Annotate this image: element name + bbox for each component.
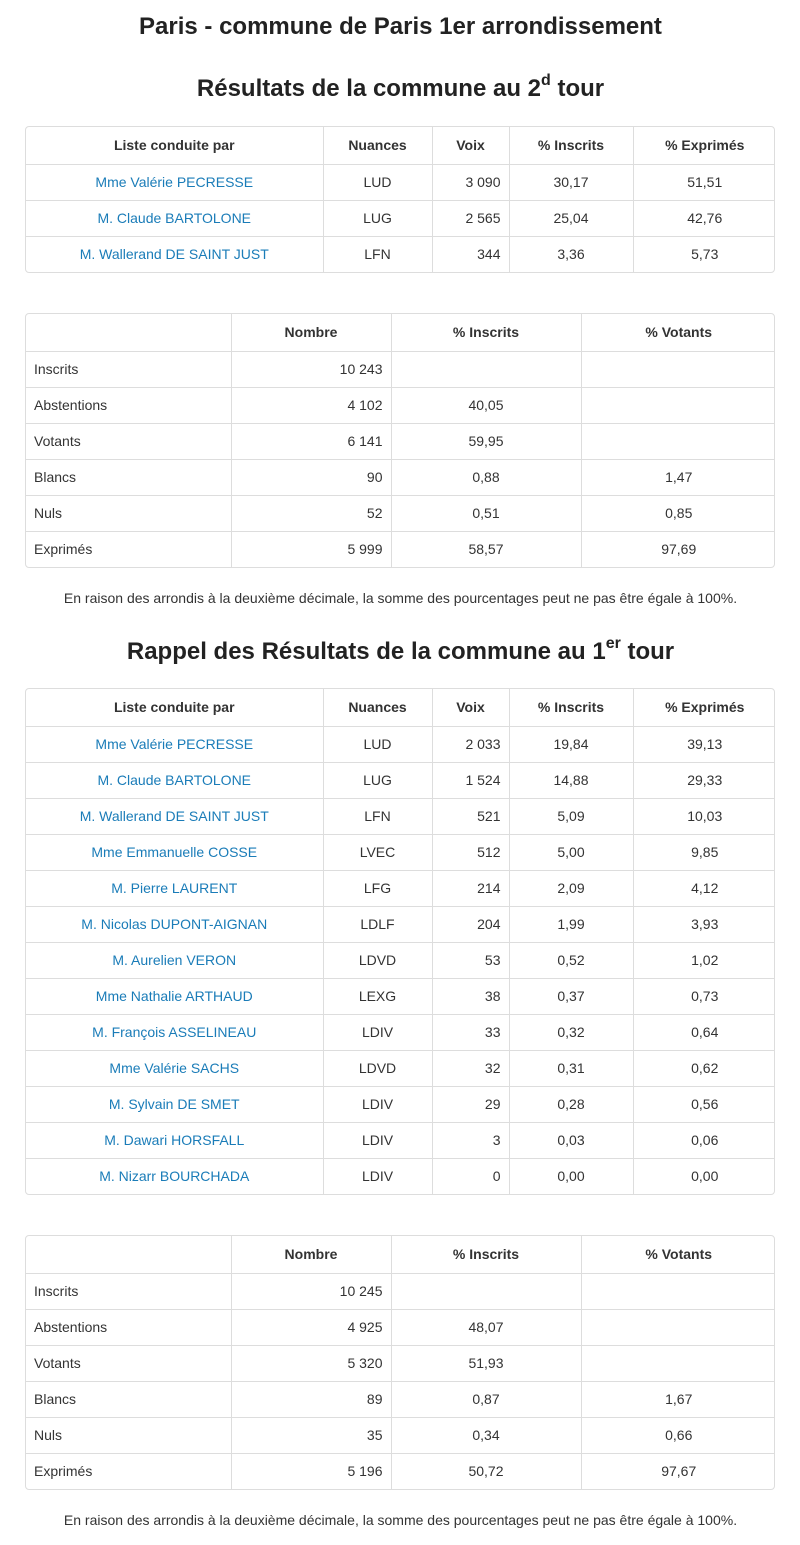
table-row [26, 1086, 775, 1122]
voix-cell: 3 090 [432, 164, 509, 200]
pct-inscrits-cell: 0,87 [391, 1381, 581, 1417]
stat-label: Abstentions [26, 387, 231, 423]
table-row [26, 834, 775, 870]
stat-label: Votants [26, 423, 231, 459]
pct-exprimes-cell: 0,06 [633, 1122, 775, 1158]
candidate-link[interactable]: M. Wallerand DE SAINT JUST [26, 236, 323, 272]
pct-inscrits-cell: 5,00 [509, 834, 633, 870]
pct-inscrits-cell: 48,07 [391, 1309, 581, 1345]
header-liste: Liste conduite par [26, 127, 323, 164]
pct-votants-cell: 1,47 [581, 459, 775, 495]
table-row [26, 870, 775, 906]
table-row [26, 726, 775, 762]
rounding-note: En raison des arrondis à la deuxième décimale, la somme des pourcentages peut ne pas être égale à 100%. [63, 590, 738, 606]
candidate-link[interactable]: Mme Nathalie ARTHAUD [26, 978, 323, 1014]
header-pct-exprimes: % Exprimés [633, 689, 775, 726]
table-row [26, 1453, 775, 1489]
nuance-cell: LVEC [323, 834, 432, 870]
table-header-row [26, 1236, 775, 1273]
voix-cell: 1 524 [432, 762, 509, 798]
nuance-cell: LFN [323, 798, 432, 834]
nombre-cell: 90 [231, 459, 391, 495]
header-pct-votants: % Votants [581, 314, 775, 351]
candidate-link[interactable]: Mme Valérie PECRESSE [26, 164, 323, 200]
round2-heading-end: tour [550, 75, 605, 102]
table-header-row [26, 314, 775, 351]
pct-exprimes-cell: 0,62 [633, 1050, 775, 1086]
header-voix: Voix [432, 127, 509, 164]
pct-votants-cell [581, 1273, 775, 1309]
pct-exprimes-cell: 4,12 [633, 870, 775, 906]
stat-label: Inscrits [26, 351, 231, 387]
pct-inscrits-cell: 25,04 [509, 200, 633, 236]
pct-exprimes-cell: 39,13 [633, 726, 775, 762]
nombre-cell: 10 245 [231, 1273, 391, 1309]
nuance-cell: LDIV [323, 1086, 432, 1122]
voix-cell: 3 [432, 1122, 509, 1158]
rounding-note: En raison des arrondis à la deuxième décimale, la somme des pourcentages peut ne pas être égale à 100%. [63, 1512, 738, 1528]
candidate-link[interactable]: M. Nizarr BOURCHADA [26, 1158, 323, 1194]
candidate-link[interactable]: Mme Valérie PECRESSE [26, 726, 323, 762]
nuance-cell: LFG [323, 870, 432, 906]
table-row [26, 1122, 775, 1158]
nuance-cell: LUD [323, 726, 432, 762]
stat-label: Abstentions [26, 1309, 231, 1345]
pct-inscrits-cell: 51,93 [391, 1345, 581, 1381]
table-row [26, 387, 775, 423]
voix-cell: 32 [432, 1050, 509, 1086]
table-row [26, 495, 775, 531]
voix-cell: 521 [432, 798, 509, 834]
voix-cell: 29 [432, 1086, 509, 1122]
header-empty [26, 1236, 231, 1273]
table-row [26, 459, 775, 495]
table-row [26, 1014, 775, 1050]
table-row [26, 1273, 775, 1309]
round1-heading [25, 631, 776, 667]
nombre-cell: 10 243 [231, 351, 391, 387]
table-row [26, 1050, 775, 1086]
pct-votants-cell: 0,85 [581, 495, 775, 531]
pct-exprimes-cell: 1,02 [633, 942, 775, 978]
pct-inscrits-cell [391, 1273, 581, 1309]
round1-heading-sup: er [605, 635, 621, 652]
header-voix: Voix [432, 689, 509, 726]
voix-cell: 344 [432, 236, 509, 272]
header-pct-inscrits: % Inscrits [509, 127, 633, 164]
pct-inscrits-cell [391, 351, 581, 387]
candidate-link[interactable]: M. François ASSELINEAU [26, 1014, 323, 1050]
table-row [26, 200, 775, 236]
pct-exprimes-cell: 9,85 [633, 834, 775, 870]
candidate-link[interactable]: M. Aurelien VERON [26, 942, 323, 978]
table-row [26, 164, 775, 200]
pct-exprimes-cell: 29,33 [633, 762, 775, 798]
pct-inscrits-cell: 50,72 [391, 1453, 581, 1489]
table-row [26, 1158, 775, 1194]
pct-votants-cell: 97,69 [661, 541, 697, 558]
table-row [26, 1345, 775, 1381]
pct-votants-cell [581, 1345, 775, 1381]
header-pct-inscrits: % Inscrits [391, 1236, 581, 1273]
pct-exprimes-cell: 51,51 [633, 164, 775, 200]
voix-cell: 2 565 [432, 200, 509, 236]
pct-inscrits-cell: 0,51 [391, 495, 581, 531]
nombre-cell: 5 320 [231, 1345, 391, 1381]
table-row [26, 798, 775, 834]
pct-inscrits-cell: 0,34 [391, 1417, 581, 1453]
pct-inscrits-cell: 0,00 [509, 1158, 633, 1194]
candidate-link[interactable]: M. Claude BARTOLONE [26, 762, 323, 798]
nombre-cell: 4 102 [231, 387, 391, 423]
voix-cell: 512 [432, 834, 509, 870]
nuance-cell: LDVD [323, 1050, 432, 1086]
candidate-link[interactable]: Mme Valérie SACHS [26, 1050, 323, 1086]
round1-heading-end: tour [620, 638, 675, 665]
voix-cell: 214 [432, 870, 509, 906]
stat-label: Exprimés [26, 531, 231, 567]
pct-inscrits-cell: 58,57 [391, 531, 581, 567]
pct-inscrits-cell: 2,09 [509, 870, 633, 906]
table-row [26, 942, 775, 978]
nuance-cell: LDVD [323, 942, 432, 978]
stat-label: Exprimés [26, 1453, 231, 1489]
round2-heading-sup: d [541, 72, 551, 89]
pct-votants-cell: 1,67 [581, 1381, 775, 1417]
pct-inscrits-cell: 5,09 [509, 798, 633, 834]
pct-inscrits-cell: 40,05 [391, 387, 581, 423]
table-row [26, 762, 775, 798]
nuance-cell: LFN [323, 236, 432, 272]
pct-inscrits-cell: 0,28 [509, 1086, 633, 1122]
candidate-link[interactable]: M. Dawari HORSFALL [26, 1122, 323, 1158]
pct-votants-cell [581, 387, 775, 423]
round2-stats-table [25, 313, 775, 568]
table-row [26, 1309, 775, 1345]
stat-label: Inscrits [26, 1273, 231, 1309]
pct-inscrits-cell: 0,31 [509, 1050, 633, 1086]
table-row [26, 978, 775, 1014]
stat-label: Votants [26, 1345, 231, 1381]
pct-exprimes-cell: 0,64 [633, 1014, 775, 1050]
table-row [26, 351, 775, 387]
nombre-cell: 89 [231, 1381, 391, 1417]
pct-exprimes-cell: 0,00 [691, 1168, 719, 1185]
header-nuances: Nuances [323, 689, 432, 726]
stat-label: Nuls [26, 1417, 231, 1453]
nuance-cell: LUG [323, 762, 432, 798]
pct-exprimes-cell: 42,76 [633, 200, 775, 236]
pct-votants-cell: 0,66 [581, 1417, 775, 1453]
candidate-link[interactable]: M. Wallerand DE SAINT JUST [26, 798, 323, 834]
stat-label: Nuls [26, 495, 231, 531]
candidate-link[interactable]: Mme Emmanuelle COSSE [26, 834, 323, 870]
nombre-cell: 6 141 [231, 423, 391, 459]
pct-inscrits-cell: 3,36 [509, 236, 633, 272]
round1-stats-table [25, 1235, 775, 1490]
pct-votants-cell: 97,67 [661, 1463, 697, 1480]
nuance-cell: LDIV [323, 1122, 432, 1158]
pct-inscrits-cell: 1,99 [509, 906, 633, 942]
voix-cell: 38 [432, 978, 509, 1014]
page-title: Paris - commune de Paris 1er arrondissement [139, 13, 662, 40]
pct-inscrits-cell: 0,88 [391, 459, 581, 495]
table-row [26, 1417, 775, 1453]
pct-exprimes-cell: 5,73 [691, 246, 719, 263]
pct-inscrits-cell: 0,37 [509, 978, 633, 1014]
nuance-cell: LUD [323, 164, 432, 200]
pct-exprimes-cell: 0,73 [633, 978, 775, 1014]
voix-cell: 53 [432, 942, 509, 978]
round2-heading [25, 68, 776, 104]
pct-inscrits-cell: 59,95 [391, 423, 581, 459]
round1-heading-main: Rappel des Résultats de la commune au 1 [126, 638, 606, 665]
voix-cell: 2 033 [432, 726, 509, 762]
nuance-cell: LEXG [323, 978, 432, 1014]
voix-cell: 0 [432, 1158, 509, 1194]
table-row [26, 236, 775, 272]
candidate-link[interactable]: M. Claude BARTOLONE [26, 200, 323, 236]
candidate-link[interactable]: M. Sylvain DE SMET [26, 1086, 323, 1122]
header-empty [26, 314, 231, 351]
pct-exprimes-cell: 10,03 [633, 798, 775, 834]
pct-inscrits-cell: 0,52 [509, 942, 633, 978]
candidate-link[interactable]: M. Nicolas DUPONT-AIGNAN [26, 906, 323, 942]
header-nombre: Nombre [231, 1236, 391, 1273]
table-header-row [26, 127, 775, 164]
stat-label: Blancs [26, 459, 231, 495]
pct-inscrits-cell: 30,17 [509, 164, 633, 200]
candidate-link[interactable]: M. Pierre LAURENT [26, 870, 323, 906]
pct-inscrits-cell: 0,03 [509, 1122, 633, 1158]
table-row [26, 906, 775, 942]
header-pct-inscrits: % Inscrits [509, 689, 633, 726]
pct-votants-cell [581, 351, 775, 387]
nuance-cell: LDLF [323, 906, 432, 942]
stat-label: Blancs [26, 1381, 231, 1417]
voix-cell: 33 [432, 1014, 509, 1050]
header-pct-inscrits: % Inscrits [391, 314, 581, 351]
nombre-cell: 52 [231, 495, 391, 531]
header-pct-exprimes: % Exprimés [633, 127, 775, 164]
pct-exprimes-cell: 3,93 [633, 906, 775, 942]
pct-inscrits-cell: 0,32 [509, 1014, 633, 1050]
pct-votants-cell [581, 423, 775, 459]
header-nombre: Nombre [231, 314, 391, 351]
nombre-cell: 5 999 [231, 531, 391, 567]
header-pct-votants: % Votants [581, 1236, 775, 1273]
nuance-cell: LDIV [323, 1014, 432, 1050]
nuance-cell: LUG [323, 200, 432, 236]
nuance-cell: LDIV [323, 1158, 432, 1194]
table-row [26, 423, 775, 459]
table-header-row [26, 689, 775, 726]
nombre-cell: 35 [231, 1417, 391, 1453]
table-row [26, 531, 775, 567]
nombre-cell: 5 196 [231, 1453, 391, 1489]
header-nuances: Nuances [323, 127, 432, 164]
round2-heading-main: Résultats de la commune au 2 [196, 75, 541, 102]
header-liste: Liste conduite par [26, 689, 323, 726]
nombre-cell: 4 925 [231, 1309, 391, 1345]
voix-cell: 204 [432, 906, 509, 942]
round2-results-table [25, 126, 775, 273]
pct-exprimes-cell: 0,56 [633, 1086, 775, 1122]
pct-votants-cell [581, 1309, 775, 1345]
pct-inscrits-cell: 14,88 [509, 762, 633, 798]
round1-results-table [25, 688, 775, 1195]
table-row [26, 1381, 775, 1417]
pct-inscrits-cell: 19,84 [509, 726, 633, 762]
